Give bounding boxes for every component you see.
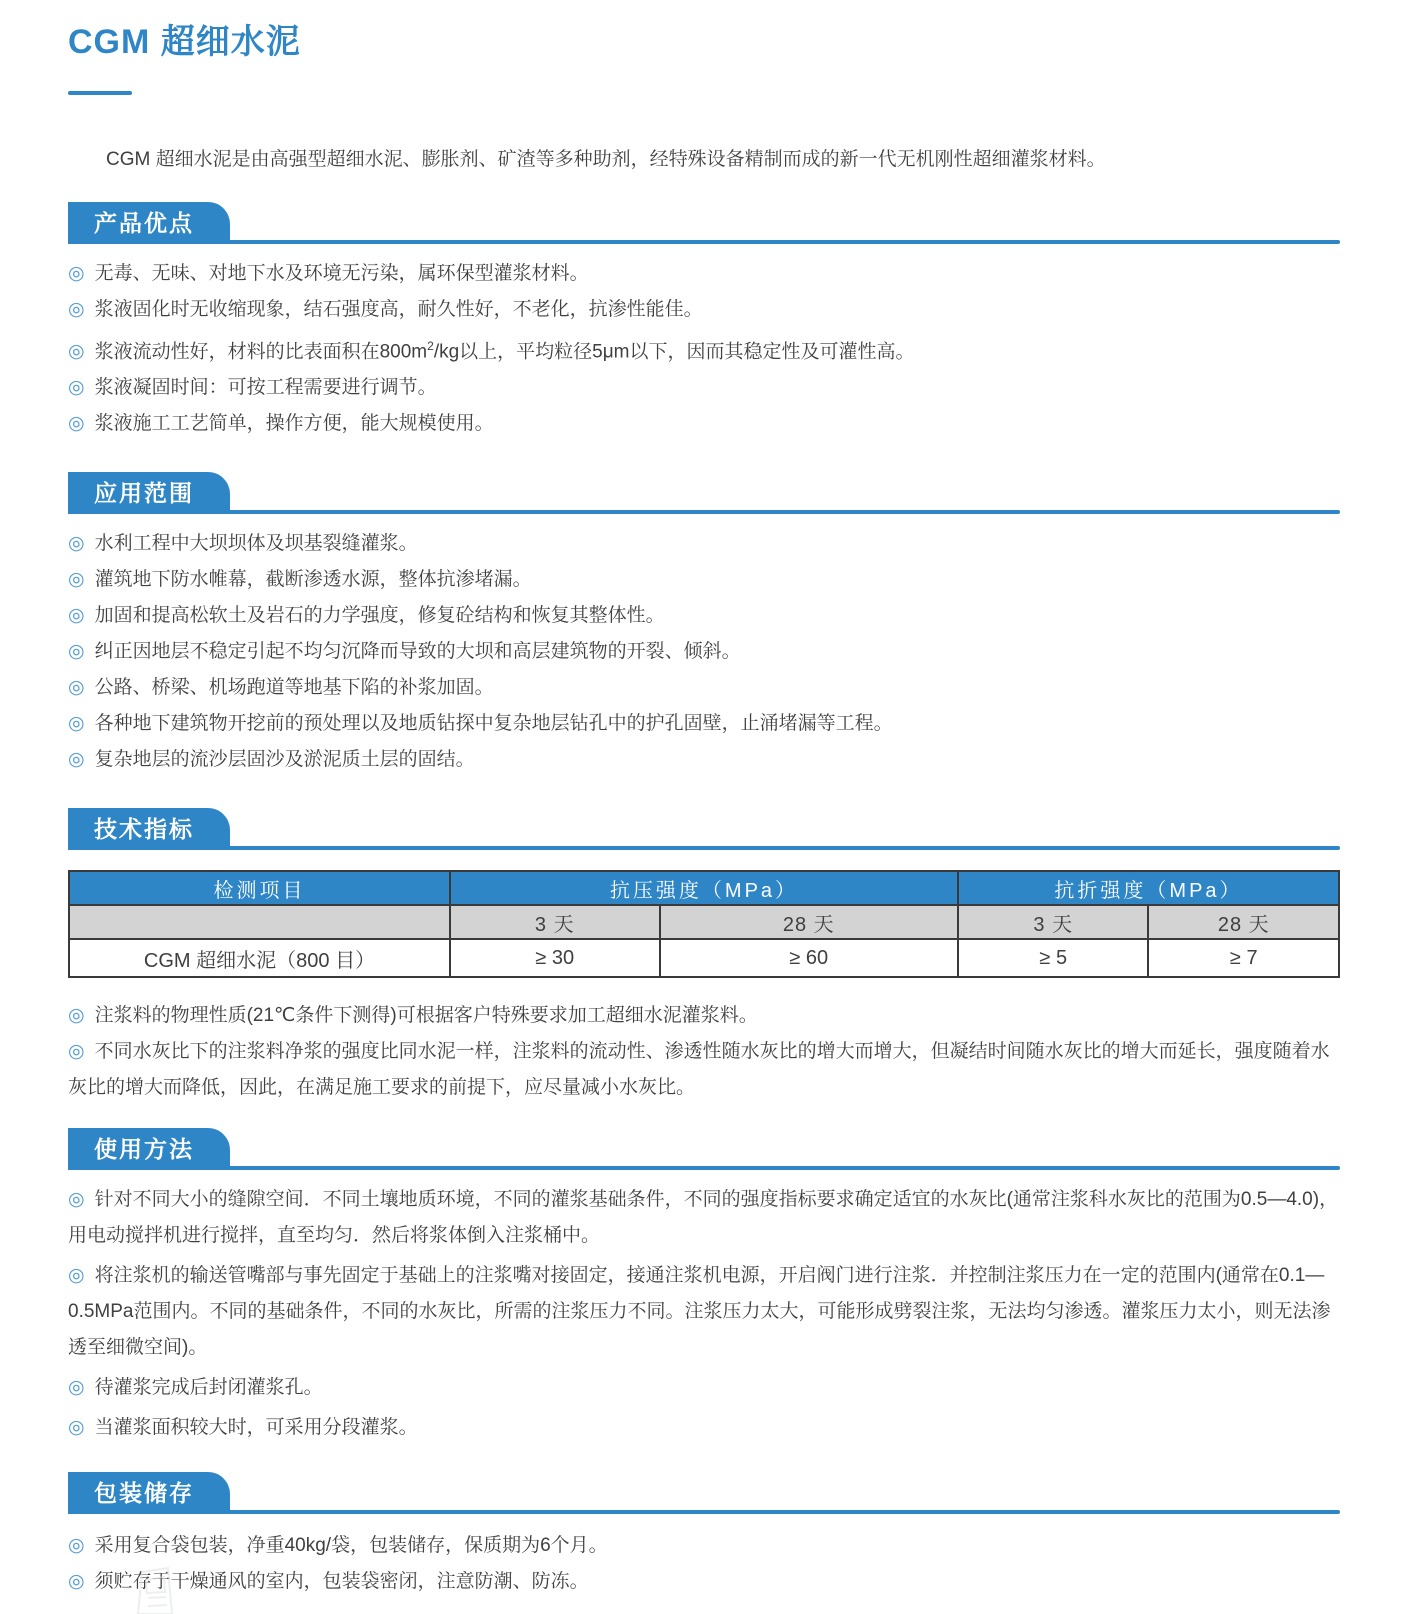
bullet-icon: ◎ xyxy=(68,1005,85,1027)
list-item xyxy=(68,998,1340,1034)
list-item-text: 待灌浆完成后封闭灌浆孔。 xyxy=(94,1377,323,1399)
table-row-label: CGM 超细水泥（800 目） xyxy=(69,939,450,977)
section-application xyxy=(68,472,1340,778)
section-header xyxy=(68,1472,1340,1514)
bullet-icon: ◎ xyxy=(68,341,85,363)
list-item-text: 浆液施工工艺简单，操作方便，能大规模使用。 xyxy=(94,413,494,435)
table-cell: ≥ 5 xyxy=(958,939,1149,977)
list-item xyxy=(68,634,1340,670)
table-header-cell: 抗折强度（MPa） xyxy=(958,871,1339,905)
bullet-icon: ◎ xyxy=(68,1535,85,1557)
list-item-text: 加固和提高松软土及岩石的力学强度，修复砼结构和恢复其整体性。 xyxy=(94,605,665,627)
table-cell: ≥ 7 xyxy=(1148,939,1339,977)
list-item-text: 水利工程中大坝坝体及坝基裂缝灌浆。 xyxy=(94,533,418,555)
usage-list xyxy=(68,1182,1340,1446)
bullet-icon: ◎ xyxy=(68,1265,85,1287)
list-item xyxy=(68,598,1340,634)
table-cell: ≥ 30 xyxy=(450,939,660,977)
list-item-text: 无毒、无味、对地下水及环境无污染，属环保型灌浆材料。 xyxy=(94,263,589,284)
list-item-text: /kg以上，平均粒径5μm以下，因而其稳定性及可灌性高。 xyxy=(433,341,915,363)
list-item xyxy=(68,742,1340,778)
list-item xyxy=(68,1564,1340,1600)
list-item xyxy=(68,1410,1340,1446)
section-header-rule xyxy=(68,846,1340,850)
list-item-text: 各种地下建筑物开挖前的预处理以及地质钻探中复杂地层钻孔中的护孔固壁，止涌堵漏等工程。 xyxy=(94,713,893,735)
bullet-icon: ◎ xyxy=(68,641,85,663)
superscript: 2 xyxy=(427,339,434,353)
table-subheader-cell: 28 天 xyxy=(660,905,958,939)
section-heading-packaging: 包装储存 xyxy=(68,1472,230,1514)
bullet-icon: ◎ xyxy=(68,1417,85,1439)
table-subheader-row xyxy=(69,905,1339,939)
section-technical xyxy=(68,808,1340,1106)
table-subheader-cell: 3 天 xyxy=(450,905,660,939)
list-item-text: 公路、桥梁、机场跑道等地基下陷的补浆加固。 xyxy=(94,677,494,699)
section-heading-technical: 技术指标 xyxy=(68,808,230,850)
bullet-icon: ◎ xyxy=(68,413,85,435)
bullet-icon: ◎ xyxy=(68,1189,85,1211)
bullet-icon: ◎ xyxy=(68,1041,85,1063)
section-heading-usage: 使用方法 xyxy=(68,1128,230,1170)
page-title: CGM 超细水泥 xyxy=(68,23,301,61)
list-item xyxy=(68,1370,1340,1406)
section-usage xyxy=(68,1128,1340,1446)
section-header-rule xyxy=(68,510,1340,514)
list-item xyxy=(68,670,1340,706)
list-item-text: 浆液凝固时间：可按工程需要进行调节。 xyxy=(94,377,437,399)
bullet-icon: ◎ xyxy=(68,1377,85,1399)
list-item xyxy=(68,526,1340,562)
list-item xyxy=(68,256,1340,292)
section-header xyxy=(68,472,1340,514)
list-item-text: 浆液流动性好，材料的比表面积在800m xyxy=(94,341,428,363)
list-item-text: 灌筑地下防水帷幕，截断渗透水源，整体抗渗堵漏。 xyxy=(94,569,532,591)
list-item xyxy=(68,406,1340,442)
advantages-list xyxy=(68,256,1340,442)
table-row xyxy=(69,939,1339,977)
list-item-text: 浆液固化时无收缩现象，结石强度高，耐久性好，不老化，抗渗性能佳。 xyxy=(94,299,703,320)
title-underline xyxy=(68,91,132,95)
bullet-icon: ◎ xyxy=(68,713,85,735)
list-item xyxy=(68,562,1340,598)
intro-paragraph: CGM 超细水泥是由高强型超细水泥、膨胀剂、矿渣等多种助剂，经特殊设备精制而成的新一代无机刚性超细灌浆材料。 xyxy=(106,149,1106,170)
application-list xyxy=(68,526,1340,778)
list-item xyxy=(68,292,1340,328)
table-subheader-cell: 28 天 xyxy=(1148,905,1339,939)
page-content xyxy=(0,14,1406,1600)
section-header xyxy=(68,202,1340,244)
list-item-text: 复杂地层的流沙层固沙及淤泥质土层的固结。 xyxy=(94,749,475,771)
table-header-cell: 抗压强度（MPa） xyxy=(450,871,958,905)
bullet-icon: ◎ xyxy=(68,749,85,771)
list-item xyxy=(68,706,1340,742)
bullet-icon: ◎ xyxy=(68,299,85,320)
list-item-text: 注浆料的物理性质(21℃条件下测得)可根据客户特殊要求加工超细水泥灌浆料。 xyxy=(94,1005,758,1027)
section-heading-advantages: 产品优点 xyxy=(68,202,230,244)
list-item-text: 须贮存于干燥通风的室内，包装袋密闭，注意防潮、防冻。 xyxy=(94,1571,589,1593)
spec-table xyxy=(68,870,1340,978)
table-subheader-cell xyxy=(69,905,450,939)
section-header xyxy=(68,1128,1340,1170)
section-header-rule xyxy=(68,1510,1340,1514)
table-header-cell: 检测项目 xyxy=(69,871,450,905)
watermark-graphic xyxy=(112,1566,202,1614)
list-item-text: 针对不同大小的缝隙空间．不同土壤地质环境，不同的灌浆基础条件，不同的强度指标要求确定适宜的水灰比(通常注浆科水灰比的范围为0.5—4.0)，用电动搅拌机进行搅拌，直至均匀．然后将浆体倒入注浆桶中。 xyxy=(68,1189,1339,1247)
bullet-icon: ◎ xyxy=(68,1571,85,1593)
section-header-rule xyxy=(68,240,1340,244)
bullet-icon: ◎ xyxy=(68,533,85,555)
packaging-list xyxy=(68,1528,1340,1600)
list-item xyxy=(68,1034,1340,1106)
list-item-text: 当灌浆面积较大时，可采用分段灌浆。 xyxy=(94,1417,418,1439)
bullet-icon: ◎ xyxy=(68,263,85,284)
bullet-icon: ◎ xyxy=(68,605,85,627)
list-item xyxy=(68,1528,1340,1564)
list-item-text: 不同水灰比下的注浆料净浆的强度比同水泥一样，注浆料的流动性、渗透性随水灰比的增大而增大，但凝结时间随水灰比的增大而延长，强度随着水灰比的增大而降低，因此，在满足施工要求的前提下，应尽量减小水灰比。 xyxy=(68,1041,1330,1099)
list-item xyxy=(68,1182,1340,1254)
section-header-rule xyxy=(68,1166,1340,1170)
bullet-icon: ◎ xyxy=(68,569,85,591)
bullet-icon: ◎ xyxy=(68,377,85,399)
list-item xyxy=(68,370,1340,406)
section-packaging xyxy=(68,1472,1340,1600)
section-heading-application: 应用范围 xyxy=(68,472,230,514)
table-subheader-cell: 3 天 xyxy=(958,905,1149,939)
list-item-text: 将注浆机的输送管嘴部与事先固定于基础上的注浆嘴对接固定，接通注浆机电源，开启阀门进行注浆．并控制注浆压力在一定的范围内(通常在0.1—0.5MPa范围内。不同的基础条件，不同的水灰比，所需的注浆压力不同。注浆压力太大，可能形成劈裂注浆，无法均匀渗透。灌浆压力太小，则无法渗透至细微空间)。 xyxy=(68,1265,1331,1359)
technical-notes xyxy=(68,998,1340,1106)
bullet-icon: ◎ xyxy=(68,677,85,699)
list-item-text: 纠正因地层不稳定引起不均匀沉降而导致的大坝和高层建筑物的开裂、倾斜。 xyxy=(94,641,741,663)
list-item xyxy=(68,1258,1340,1366)
section-header xyxy=(68,808,1340,850)
section-advantages xyxy=(68,202,1340,442)
table-header-row xyxy=(69,871,1339,905)
list-item xyxy=(68,328,1340,370)
table-cell: ≥ 60 xyxy=(660,939,958,977)
list-item-text: 采用复合袋包装，净重40kg/袋，包装储存，保质期为6个月。 xyxy=(94,1535,608,1557)
